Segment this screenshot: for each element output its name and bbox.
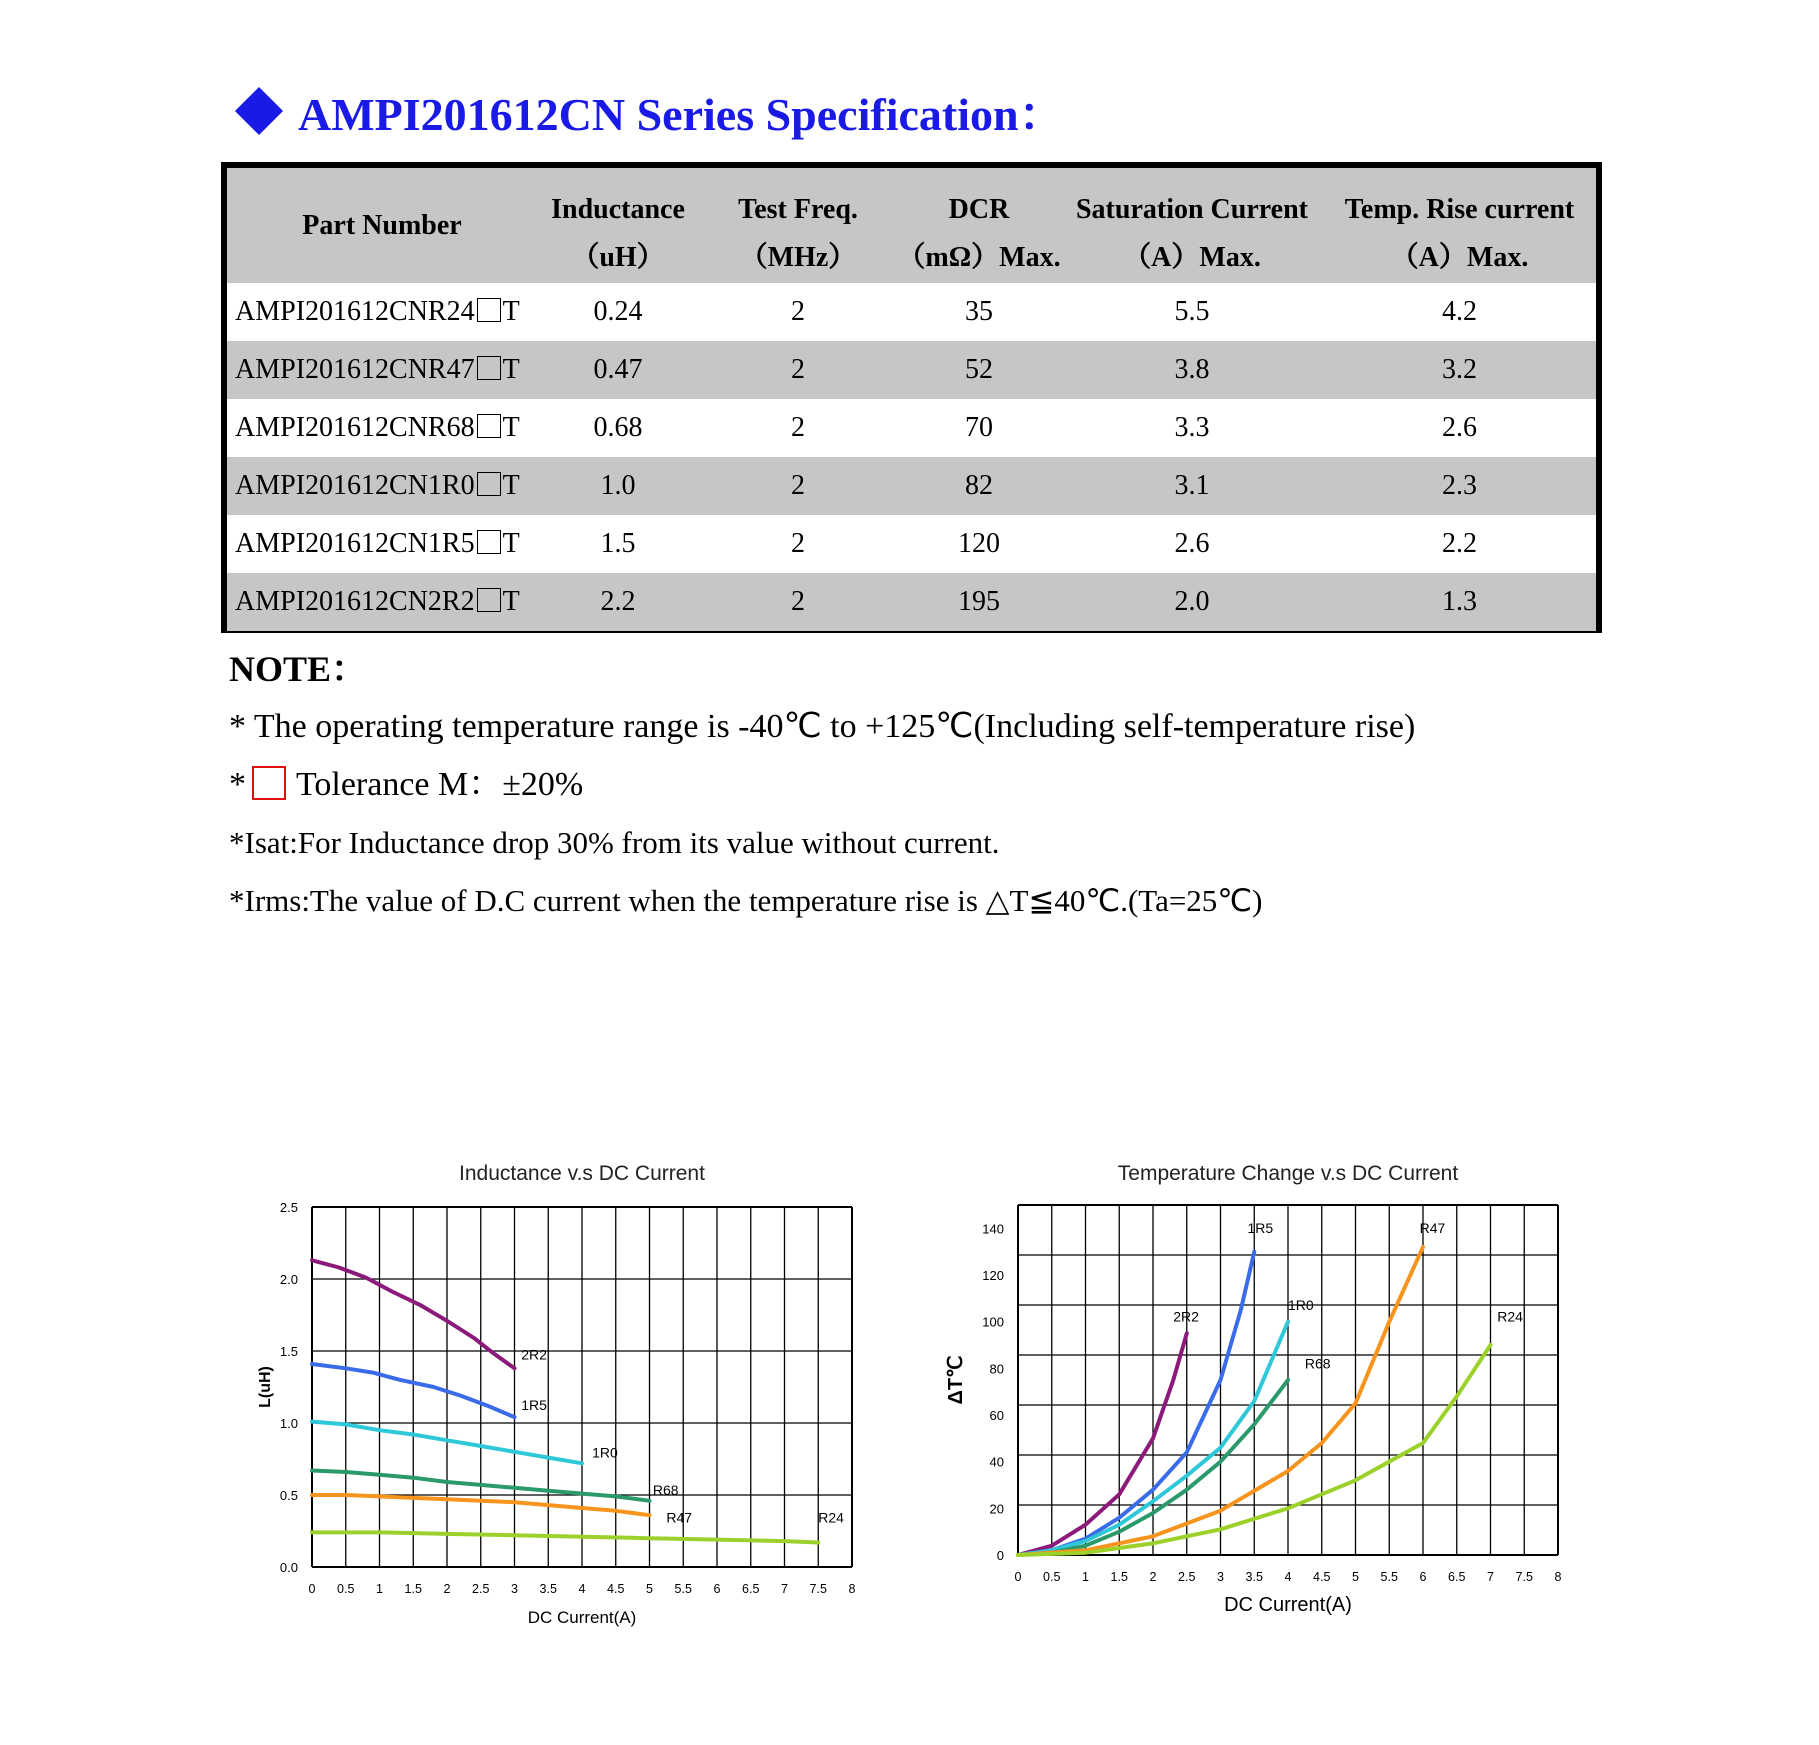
inductance-chart-y-tick-label: 1.0 (279, 1416, 298, 1431)
temperature-chart-x-tick-label: 6 (1419, 1570, 1427, 1584)
temperature-chart-title: Temperature Change v.s DC Current (1117, 1162, 1459, 1185)
temperature-chart-y-tick-label: 20 (989, 1501, 1004, 1517)
inductance-chart-x-axis-label: DC Current(A) (527, 1608, 637, 1627)
note-irms: *Irms:The value of D.C current when the temperature rise is △T≦40℃.(Ta=25℃) (229, 883, 1263, 918)
irms-value: 2.3 (1323, 457, 1596, 515)
temperature-chart-x-tick-label: 5.5 (1380, 1570, 1398, 1584)
tolerance-box-icon (477, 414, 501, 438)
part-number: AMPI201612CNR47 T (227, 341, 537, 399)
inductance-chart-svg (240, 1150, 880, 1630)
table-row (227, 341, 1596, 399)
notes-heading: NOTE： (229, 649, 368, 689)
table-row (227, 573, 1596, 631)
part-number: AMPI201612CNR24 T (235, 296, 520, 327)
temperature-chart-y-tick-label: 120 (982, 1268, 1004, 1283)
inductance-value: 0.68 (593, 412, 643, 443)
freq-value: 2 (699, 457, 897, 515)
temperature-chart-series-label: R47 (1419, 1220, 1446, 1236)
inductance-value: 1.0 (537, 457, 699, 515)
header-dcr: DCR (897, 168, 1061, 226)
spec-table (221, 162, 1602, 633)
freq-value: 2 (791, 412, 805, 443)
inductance-chart-series-label: R47 (666, 1509, 693, 1526)
note-isat: *Isat:For Inductance drop 30% from its value without current. (229, 825, 1000, 860)
tolerance-box-icon (477, 472, 501, 496)
inductance-chart-series-label: 1R5 (521, 1397, 547, 1414)
inductance-value: 2.2 (537, 573, 699, 631)
temperature-chart-x-tick-label: 2 (1149, 1570, 1157, 1584)
temperature-chart-svg (940, 1150, 1580, 1630)
inductance-chart-x-tick-label: 3.5 (539, 1582, 557, 1596)
header-temp-rise-current: Temp. Rise current (1323, 168, 1596, 226)
inductance-chart-y-tick-label: 2.5 (279, 1200, 298, 1215)
inductance-chart-x-tick-label: 7.5 (809, 1582, 827, 1596)
header-inductance-unit: （uH） (537, 226, 699, 283)
inductance-chart-x-tick-label: 4 (578, 1582, 586, 1596)
table-row (227, 399, 1596, 457)
header-test-freq-unit: （MHz） (699, 226, 897, 283)
table-row (227, 457, 1596, 515)
page-title-text: AMPI201612CN Series Specification： (298, 89, 1065, 140)
inductance-chart-x-tick-label: 1.5 (404, 1582, 422, 1596)
temperature-chart-x-tick-label: 7 (1487, 1570, 1494, 1584)
header-test-freq: Test Freq. (699, 168, 897, 226)
inductance-chart-x-tick-label: 5.5 (674, 1582, 692, 1596)
header-dcr-unit: （mΩ）Max. (897, 226, 1061, 283)
temperature-chart-x-tick-label: 3.5 (1245, 1570, 1263, 1584)
inductance-chart-y-tick-label: 0.0 (279, 1560, 298, 1575)
temperature-chart-x-tick-label: 6.5 (1448, 1570, 1466, 1584)
temperature-chart-y-tick-label: 140 (982, 1221, 1004, 1237)
inductance-chart-series-label: R24 (818, 1509, 844, 1526)
dcr-value: 120 (958, 528, 1000, 559)
inductance-chart-x-tick-label: 7 (781, 1582, 788, 1596)
temperature-chart-series-2r2 (1018, 1333, 1187, 1555)
part-number: AMPI201612CN1R0 T (227, 457, 537, 515)
part-number: AMPI201612CN1R5 T (235, 528, 520, 559)
tolerance-box-icon (477, 298, 501, 322)
freq-value: 2 (791, 296, 805, 327)
inductance-chart-x-tick-label: 8 (848, 1582, 856, 1596)
temperature-chart-y-tick-label: 100 (982, 1314, 1004, 1330)
inductance-chart-x-tick-label: 3 (511, 1582, 518, 1596)
temperature-chart-series-label: R68 (1304, 1355, 1331, 1372)
inductance-chart-y-tick-label: 0.5 (279, 1488, 298, 1503)
inductance-chart-series-label: 2R2 (521, 1346, 547, 1363)
temperature-chart-x-tick-label: 3 (1217, 1570, 1224, 1584)
header-inductance: Inductance (537, 168, 699, 226)
inductance-value: 0.24 (593, 296, 643, 327)
dcr-value: 70 (965, 412, 993, 443)
freq-value: 2 (699, 573, 897, 631)
isat-value: 2.0 (1061, 573, 1323, 631)
temperature-chart-y-tick-label: 80 (989, 1361, 1004, 1377)
inductance-chart-series-r24 (312, 1532, 818, 1542)
irms-value: 2.2 (1442, 528, 1477, 559)
dcr-value: 52 (897, 341, 1061, 399)
temperature-chart-x-tick-label: 5 (1352, 1570, 1359, 1584)
header-saturation-unit: （A）Max. (1061, 226, 1323, 283)
isat-value: 3.8 (1061, 341, 1323, 399)
inductance-chart-x-tick-label: 6.5 (742, 1582, 760, 1596)
temperature-chart-x-tick-label: 4 (1284, 1570, 1292, 1584)
temperature-chart-y-tick-label: 40 (989, 1454, 1004, 1470)
inductance-chart-x-tick-label: 4.5 (607, 1582, 625, 1596)
inductance-value: 0.47 (537, 341, 699, 399)
temperature-chart-x-tick-label: 0.5 (1043, 1570, 1061, 1584)
inductance-chart-x-tick-label: 5 (646, 1582, 653, 1596)
temperature-chart-x-tick-label: 1 (1082, 1570, 1089, 1584)
temperature-chart-series-label: 2R2 (1173, 1308, 1199, 1325)
diamond-icon (235, 87, 283, 135)
note-temperature-range: * The operating temperature range is -40℃ to +125℃(Including self-temperature rise) (229, 708, 1416, 745)
dcr-value: 195 (897, 573, 1061, 631)
inductance-chart-x-tick-label: 0.5 (337, 1582, 355, 1596)
isat-value: 3.3 (1174, 412, 1210, 443)
inductance-chart-x-tick-label: 0 (308, 1582, 316, 1596)
part-number: AMPI201612CNR68 T (235, 412, 520, 443)
part-number: AMPI201612CN2R2 T (227, 573, 537, 631)
inductance-chart-y-tick-label: 1.5 (279, 1344, 298, 1359)
temperature-chart-series-label: 1R5 (1247, 1220, 1274, 1236)
temperature-chart-x-tick-label: 8 (1554, 1570, 1562, 1584)
irms-value: 3.2 (1323, 341, 1596, 399)
isat-value: 3.1 (1061, 457, 1323, 515)
temperature-chart-series-label: 1R0 (1288, 1297, 1314, 1313)
table-row (227, 515, 1596, 573)
temperature-chart-x-tick-label: 7.5 (1515, 1570, 1533, 1584)
irms-value: 4.2 (1442, 296, 1477, 327)
temperature-chart-y-tick-label: 60 (989, 1408, 1004, 1423)
temperature-chart-x-tick-label: 1.5 (1110, 1570, 1128, 1584)
inductance-chart-x-tick-label: 2.5 (472, 1582, 490, 1596)
inductance-chart-title: Inductance v.s DC Current (459, 1162, 705, 1185)
isat-value: 2.6 (1174, 528, 1210, 559)
temperature-chart-series-label: R24 (1497, 1308, 1523, 1325)
freq-value: 2 (791, 528, 805, 559)
temperature-chart-y-tick-label: 0 (996, 1548, 1004, 1563)
temperature-chart-x-tick-label: 4.5 (1313, 1570, 1331, 1584)
dcr-value: 35 (965, 296, 993, 327)
inductance-chart (240, 1150, 880, 1630)
tolerance-box-icon (252, 766, 286, 800)
header-saturation-current: Saturation Current (1061, 168, 1323, 226)
temperature-chart (940, 1150, 1580, 1630)
inductance-chart-y-axis-label: L(uH) (257, 1366, 274, 1408)
header-temp-rise-unit: （A）Max. (1323, 226, 1596, 283)
notes-section (229, 640, 1415, 930)
page-title (230, 78, 1065, 144)
table-row (227, 283, 1596, 341)
temperature-chart-x-axis-label: DC Current(A) (1224, 1594, 1352, 1616)
tolerance-box-icon (477, 588, 501, 612)
temperature-chart-y-axis-label: ΔT℃ (945, 1355, 967, 1405)
inductance-chart-x-tick-label: 1 (376, 1582, 383, 1596)
irms-value: 2.6 (1442, 412, 1477, 443)
note-tolerance: * Tolerance M：±20% (229, 766, 584, 803)
tolerance-box-icon (477, 530, 501, 554)
inductance-chart-y-tick-label: 2.0 (279, 1272, 298, 1287)
header-part-number: Part Number (227, 168, 537, 283)
isat-value: 5.5 (1174, 296, 1210, 327)
inductance-chart-series-label: 1R0 (592, 1444, 618, 1461)
inductance-chart-x-tick-label: 2 (443, 1582, 451, 1596)
dcr-value: 82 (897, 457, 1061, 515)
temperature-chart-x-tick-label: 0 (1014, 1570, 1022, 1584)
inductance-chart-series-label: R68 (652, 1482, 679, 1498)
irms-value: 1.3 (1323, 573, 1596, 631)
inductance-value: 1.5 (600, 528, 636, 559)
inductance-chart-x-tick-label: 6 (713, 1582, 721, 1596)
temperature-chart-x-tick-label: 2.5 (1178, 1570, 1196, 1584)
tolerance-box-icon (477, 356, 501, 380)
freq-value: 2 (699, 341, 897, 399)
